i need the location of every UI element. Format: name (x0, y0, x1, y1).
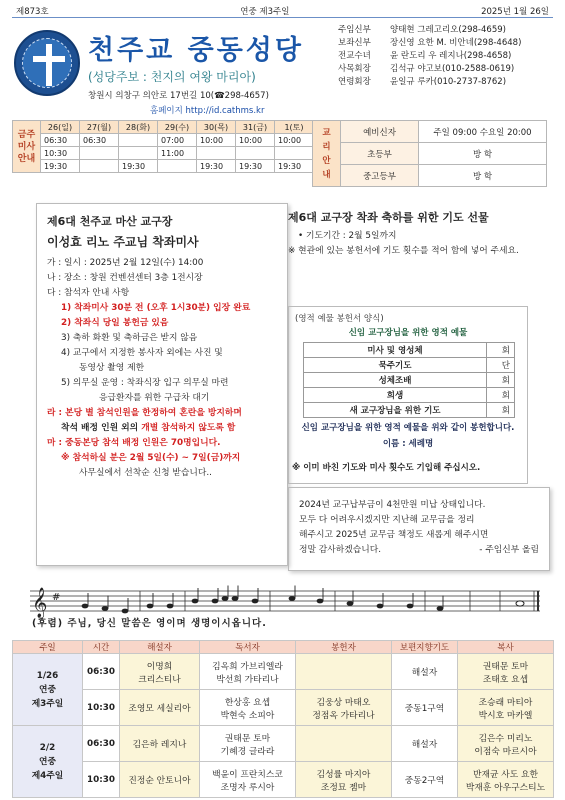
notice-line: 사무실에서 선착순 신청 받습니다.. (79, 468, 212, 478)
catechism-group: 중고등부 (341, 165, 419, 187)
svg-text:#: # (52, 592, 61, 603)
offering-item: 희생 (304, 388, 487, 403)
staff-person: 윤 란도리 우 레지나(298-4658) (390, 51, 512, 61)
staff-person: 양태현 그레고리오(298-4659) (390, 25, 506, 35)
music-note-icon (516, 601, 524, 606)
duty-reader: 백윤이 프란치스코 조명자 루시아 (200, 762, 296, 798)
schedule-time (80, 160, 119, 173)
schedule-time: 10:00 (236, 134, 275, 147)
schedule-time: 19:30 (197, 160, 236, 173)
schedule-day: 28(화) (119, 121, 158, 134)
music-note-icon (222, 596, 229, 601)
schedule-time: 10:00 (275, 134, 314, 147)
duty-row (13, 762, 554, 798)
duty-date: 1/26 연중 제3주일 (13, 654, 83, 726)
prayer-note: ※ 현관에 있는 봉헌서에 기도 횟수를 적어 함에 넣어 주세요. (288, 246, 519, 256)
duty-offerer: 김성률 마지아 조정묘 젬마 (296, 762, 392, 798)
offering-row (304, 358, 515, 373)
duty-header: 복사 (458, 641, 554, 654)
notice-line: 나 : 장소 : 창원 컨벤션센터 3층 1전시장 (47, 273, 203, 283)
catechism-group: 초등부 (341, 143, 419, 165)
parish-logo-icon (14, 30, 80, 96)
duty-reader: 한상홍 요셉 박현숙 소피아 (200, 690, 296, 726)
duty-offerer: 김웅상 마태오 정점옥 가타리나 (296, 690, 392, 726)
pastor-line: 정말 감사하겠습니다. (299, 545, 382, 555)
notice-line: 5) 의무실 운영 : 착좌식장 입구 의무실 마련 (61, 378, 229, 388)
schedule-time: 06:30 (41, 134, 80, 147)
staff-row (338, 76, 558, 89)
schedule-time: 10:30 (41, 147, 80, 160)
offering-note: ※ 이미 바친 기도와 미사 횟수도 기입해 주십시오. (292, 463, 481, 473)
notice-title-1: 제6대 천주교 마산 교구장 (47, 215, 173, 228)
duty-reader: 김옥희 가브리엘라 박선희 가타리나 (200, 654, 296, 690)
staff-role: 전교수녀 (338, 51, 371, 61)
pastor-line: 2024년 교구납부금이 4천만원 미납 상태입니다. (299, 500, 486, 510)
duty-time: 06:30 (83, 726, 120, 762)
staff-role: 연령회장 (338, 77, 371, 87)
schedule-time (119, 134, 158, 147)
duty-commentator: 진정순 안토니아 (120, 762, 200, 798)
offering-row (304, 343, 515, 358)
music-note-icon (252, 599, 259, 604)
notice-line-red: ※ 참석하실 분은 2월 5일(수) ~ 7일(금)까지 (61, 453, 241, 463)
staff-person: 김석규 야고보(010-2588-0619) (390, 64, 515, 74)
notice-line-red: 개별 참석하지 않도록 함 (141, 423, 236, 433)
prayer-title: 제6대 교구장 착좌 축하를 위한 기도 선물 (288, 211, 489, 224)
offering-unit: 회 (487, 373, 515, 388)
mass-schedule-label: 금주 미사 안내 (13, 121, 41, 173)
duty-prayer: 해설자 (392, 654, 458, 690)
offering-unit: 회 (487, 388, 515, 403)
parish-address: 창원시 의창구 의안로 17번길 10(☎298-4657) (88, 91, 269, 101)
duty-commentator: 이명희 크리스티나 (120, 654, 200, 690)
duty-prayer: 중동2구역 (392, 762, 458, 798)
offering-row (304, 388, 515, 403)
parish-title: 천주교 중동성당 (88, 35, 304, 66)
notice-line-red: 2) 착좌식 당일 봉헌금 있음 (61, 318, 169, 328)
offering-row (304, 373, 515, 388)
schedule-day: 29(수) (158, 121, 197, 134)
offering-unit: 회 (487, 403, 515, 418)
pastor-sign: - 주임신부 올림 (479, 545, 539, 555)
duty-time: 06:30 (83, 654, 120, 690)
music-note-icon (192, 599, 199, 604)
parish-subtitle: (성당주보 : 천지의 여왕 마리아) (88, 70, 256, 84)
schedule-time (197, 147, 236, 160)
staff-row (338, 37, 558, 50)
duty-server: 반재균 사도 요한 박재훈 아우구스티노 (458, 762, 554, 798)
notice-line: 4) 교구에서 지정한 봉사자 외에는 사진 및 (61, 348, 223, 358)
duty-row (13, 654, 554, 690)
notice-title-2: 이성효 리노 주교님 착좌미사 (47, 235, 199, 249)
staff-row (338, 63, 558, 76)
offering-name-line: 이름 : 세례명 (382, 439, 434, 449)
music-note-icon (147, 604, 154, 609)
offering-item: 묵주기도 (304, 358, 487, 373)
pastor-line: 해주시고 2025년 교무금 책정도 새롭게 해주시면 (299, 530, 489, 540)
offering-unit: 회 (487, 343, 515, 358)
schedule-time (119, 147, 158, 160)
notice-line-red: 마 : 중동본당 참석 배정 인원은 70명입니다. (47, 438, 221, 448)
issue-date: 2025년 1월 26일 (481, 6, 549, 17)
staff-list (338, 24, 558, 89)
offering-item: 새 교구장님을 위한 기도 (304, 403, 487, 418)
staff-role: 사목회장 (338, 64, 371, 74)
music-note-icon (437, 606, 444, 611)
spiritual-offering-form (288, 306, 528, 484)
homepage-link[interactable]: 홈페이지 http://id.cathms.kr (150, 106, 265, 116)
liturgy-duty-table (12, 640, 554, 798)
mass-schedule-table (12, 120, 314, 173)
music-note-icon (317, 599, 324, 604)
schedule-time (158, 160, 197, 173)
schedule-day: 1(토) (275, 121, 314, 134)
pastor-line: 모두 다 어려우시겠지만 지난해 교무금을 정리 (299, 515, 475, 525)
duty-header: 독서자 (200, 641, 296, 654)
duty-row (13, 690, 554, 726)
music-note-icon (289, 596, 296, 601)
issue-number: 제873호 (16, 6, 49, 17)
staff-row (338, 50, 558, 63)
duty-date: 2/2 연중 제4주일 (13, 726, 83, 798)
top-bar (12, 4, 553, 18)
music-note-icon (347, 601, 354, 606)
duty-server: 조승래 마티아 박시호 마카엘 (458, 690, 554, 726)
music-note-icon (82, 604, 89, 609)
music-note-icon (407, 604, 414, 609)
duty-header: 해설자 (120, 641, 200, 654)
catechism-label: 교 리 안 내 (313, 121, 341, 187)
catechism-time: 주일 09:00 수요일 20:00 (419, 121, 547, 143)
catechism-time: 방 학 (419, 143, 547, 165)
music-note-icon (102, 606, 109, 611)
offering-item: 성체조배 (304, 373, 487, 388)
pastor-message (288, 487, 550, 571)
music-note-icon (122, 609, 129, 614)
staff-row (338, 24, 558, 37)
schedule-day: 30(목) (197, 121, 236, 134)
offering-caption: (영적 예물 봉헌서 양식) (295, 314, 384, 324)
schedule-time: 19:30 (236, 160, 275, 173)
notice-line-red: 라 : 본당 별 참석인원을 한정하여 혼란을 방지하며 (47, 408, 242, 418)
schedule-time (275, 147, 314, 160)
installation-notice (36, 203, 288, 566)
duty-header: 봉헌자 (296, 641, 392, 654)
liturgical-week: 연중 제3주일 (240, 6, 290, 17)
schedule-time: 19:30 (41, 160, 80, 173)
notice-line: 착석 배정 인원 외의 (61, 423, 142, 433)
offering-unit: 단 (487, 358, 515, 373)
duty-server: 권태문 토마 조태호 요셉 (458, 654, 554, 690)
music-note-icon (232, 596, 239, 601)
schedule-day: 27(월) (80, 121, 119, 134)
schedule-time: 10:00 (197, 134, 236, 147)
notice-line: 3) 축하 화환 및 축하금은 받지 않음 (61, 333, 198, 343)
schedule-time: 19:30 (119, 160, 158, 173)
duty-header: 보편지향기도 (392, 641, 458, 654)
schedule-time: 06:30 (80, 134, 119, 147)
notice-line: 동영상 촬영 제한 (79, 363, 145, 373)
schedule-time: 11:00 (158, 147, 197, 160)
treble-clef-icon: 𝄞 (32, 588, 48, 618)
duty-commentator: 조영모 세실리아 (120, 690, 200, 726)
duty-time: 10:30 (83, 690, 120, 726)
psalm-refrain: (후렴) 주님, 당신 말씀은 영이며 생명이시옵니다. (32, 618, 267, 629)
offering-table (303, 342, 515, 418)
duty-header: 시간 (83, 641, 120, 654)
duty-offerer (296, 654, 392, 690)
duty-commentator: 김은하 레지나 (120, 726, 200, 762)
duty-header: 주일 (13, 641, 83, 654)
duty-offerer (296, 726, 392, 762)
notice-line-red: 1) 착좌미사 30분 전 (오후 1시30분) 입장 완료 (61, 303, 251, 313)
catechism-time: 방 학 (419, 165, 547, 187)
duty-prayer: 해설자 (392, 726, 458, 762)
duty-prayer: 중동1구역 (392, 690, 458, 726)
notice-line: 응급환자를 위한 구급차 대기 (99, 393, 210, 403)
music-note-icon (212, 599, 219, 604)
schedule-time: 19:30 (275, 160, 314, 173)
schedule-time: 07:00 (158, 134, 197, 147)
catechism-group: 예비신자 (341, 121, 419, 143)
offering-item: 미사 및 영성체 (304, 343, 487, 358)
offering-foot: 신임 교구장님을 위한 영적 예물을 위와 같이 봉헌합니다. (301, 423, 515, 433)
staff-person: 윤일규 루카(010-2737-8762) (390, 77, 507, 87)
schedule-day: 26(일) (41, 121, 80, 134)
prayer-gift (288, 210, 550, 259)
catechism-table (312, 120, 547, 187)
staff-person: 장신영 요한 M. 비안네(298-4648) (390, 38, 522, 48)
offering-title: 신임 교구장님을 위한 영적 예물 (348, 328, 468, 338)
notice-line: 가 : 일시 : 2025년 2월 12일(수) 14:00 (47, 258, 204, 268)
duty-reader: 권태문 토마 기혜경 글라라 (200, 726, 296, 762)
music-note-icon (377, 604, 384, 609)
duty-time: 10:30 (83, 762, 120, 798)
prayer-period: • 기도기간 : 2월 5일까지 (298, 231, 397, 241)
schedule-time (236, 147, 275, 160)
offering-row (304, 403, 515, 418)
staff-role: 보좌신부 (338, 38, 371, 48)
notice-line: 다 : 참석자 안내 사항 (47, 288, 130, 298)
staff-role: 주임신부 (338, 25, 371, 35)
duty-row (13, 726, 554, 762)
music-note-icon (167, 604, 174, 609)
schedule-day: 31(금) (236, 121, 275, 134)
schedule-time (80, 147, 119, 160)
duty-server: 김은수 미리노 이점숙 마르시아 (458, 726, 554, 762)
